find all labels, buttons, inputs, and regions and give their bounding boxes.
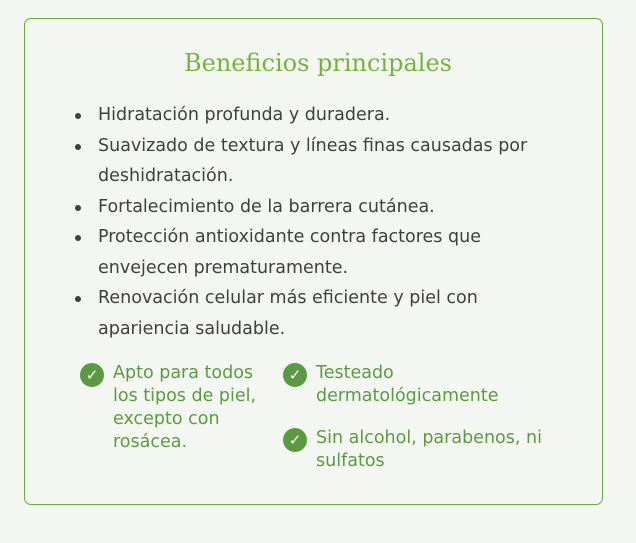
check-circle-icon: ✓ <box>283 363 307 387</box>
feature-label: Sin alcohol, parabenos, ni sulfatos <box>316 428 542 471</box>
feature-label: Testeado dermatológicamente <box>316 363 499 406</box>
card-title: Beneficios principales <box>184 49 452 77</box>
feature-label: Apto para todos los tipos de piel, excepto con rosácea. <box>113 363 257 452</box>
benefit-item: Fortalecimiento de la barrera cutánea. <box>72 192 572 223</box>
benefit-item: Renovación celular más eficiente y piel con apariencia saludable. <box>72 283 572 344</box>
benefit-item: Protección antioxidante contra factores que envejecen prematuramente. <box>72 222 572 283</box>
feature-dermatology-tested <box>283 362 561 408</box>
check-circle-icon: ✓ <box>80 363 104 387</box>
feature-skin-types <box>80 362 273 454</box>
benefits-list <box>72 100 572 344</box>
feature-free-from <box>283 427 561 473</box>
benefit-item: Suavizado de textura y líneas finas causadas por deshidratación. <box>72 131 572 192</box>
benefit-item: Hidratación profunda y duradera. <box>72 100 572 131</box>
check-circle-icon: ✓ <box>283 428 307 452</box>
